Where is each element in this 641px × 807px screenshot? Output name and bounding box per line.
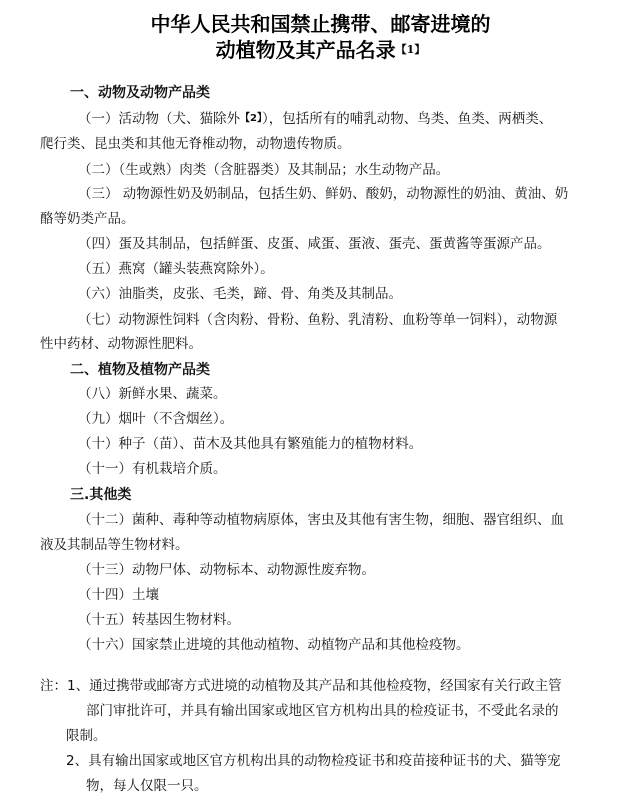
list-item: （十）种子（苗）、苗木及其他具有繁殖能力的植物材料。 (78, 436, 423, 452)
section-heading-plants: 二、植物及植物产品类 (70, 362, 210, 378)
footnote-ref: 【1】 (395, 43, 426, 56)
section-heading-other: 三.其他类 (70, 487, 132, 503)
list-item: （五）燕窝（罐头装燕窝除外）。 (78, 261, 274, 277)
list-item: （十四）土壤 (78, 587, 159, 603)
list-item: （七）动物源性饲料（含肉粉、骨粉、鱼粉、乳清粉、血粉等单一饲料），动物源 (78, 312, 558, 328)
list-item: （六）油脂类，皮张、毛类，蹄、骨、角类及其制品。 (78, 286, 402, 302)
list-item-cont: 爬行类、昆虫类和其他无脊椎动物，动物遗传物质。 (40, 136, 351, 152)
list-item: （十六）国家禁止进境的其他动植物、动植物产品和其他检疫物。 (78, 637, 470, 653)
list-item: （十五）转基因生物材料。 (78, 612, 240, 628)
list-item: （二）（生或熟）肉类（含脏器类）及其制品；水生动物产品。 (78, 162, 450, 178)
note-1-cont: 部门审批许可，并具有输出国家或地区官方机构出具的检疫证书，不受此名录的 (86, 703, 559, 719)
list-item: （十三）动物尸体、动物标本、动物源性废弃物。 (78, 562, 375, 578)
note-2-cont: 物，每人仅限一只。 (86, 778, 208, 794)
list-item: （十一）有机栽培介质。 (78, 461, 227, 477)
page-title: 中华人民共和国禁止携带、邮寄进境的 (150, 12, 491, 36)
list-item-cont: 性中药材、动物源性肥料。 (40, 336, 202, 352)
list-item: （八）新鲜水果、蔬菜。 (78, 386, 227, 402)
page-title-line2: 动植物及其产品名录$^{【1】}$ (215, 38, 426, 62)
list-item: （三） 动物源性奶及奶制品，包括生奶、鲜奶、酸奶，动物源性的奶油、黄油、奶 (78, 186, 569, 202)
footnote-ref: 【2】 (240, 113, 262, 124)
list-item: （十二）菌种、毒种等动植物病原体，害虫及其他有害生物，细胞、器官组织、血 (78, 512, 564, 528)
list-item: （九）烟叶（不含烟丝）。 (78, 411, 234, 427)
note-1: 注：1、通过携带或邮寄方式进境的动植物及其产品和其他检疫物，经国家有关行政主管 (40, 678, 562, 694)
section-heading-animals: 一、动物及动物产品类 (70, 85, 210, 101)
note-1-cont: 限制。 (66, 728, 107, 744)
list-item: （一）活动物（犬、猫除外$^{【2】}$），包括所有的哺乳动物、鸟类、鱼类、两栖类、 (78, 111, 553, 127)
list-item: （四）蛋及其制品，包括鲜蛋、皮蛋、咸蛋、蛋液、蛋壳、蛋黄酱等蛋源产品。 (78, 236, 551, 252)
list-item-cont: 液及其制品等生物材料。 (40, 537, 189, 553)
list-item-cont: 酪等奶类产品。 (40, 211, 135, 227)
note-2: 2、具有输出国家或地区官方机构出具的动物检疫证书和疫苗接种证书的犬、猫等宠 (66, 753, 561, 769)
